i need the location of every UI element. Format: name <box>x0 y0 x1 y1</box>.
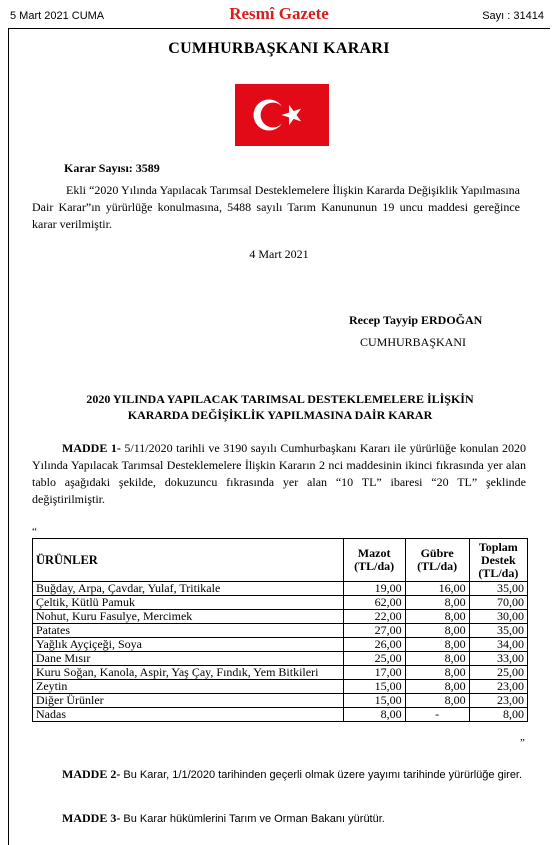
diesel-value: 17,00 <box>343 666 405 680</box>
article-2 <box>32 766 526 784</box>
header-date: 5 Mart 2021 CUMA <box>10 10 105 22</box>
article-1-label: MADDE 1- <box>62 441 121 455</box>
product-name: Kuru Soğan, Kanola, Aspir, Yaş Çay, Fındık, Yem Bitkileri <box>33 666 344 680</box>
column-header-diesel: Mazot (TL/da) <box>343 539 405 582</box>
gazette-title: Resmî Gazete <box>229 4 329 23</box>
article-2-label: MADDE 2- <box>62 767 121 781</box>
attached-decree-title: 2020 YILINDA YAPILACAK TARIMSAL DESTEKLEMELERE İLİŞKİN KARARDA DEĞİŞİKLİK YAPILMASINA DAİR KARAR <box>86 392 474 422</box>
quote-close-mark: ” <box>520 737 525 749</box>
product-name: Çeltik, Kütlü Pamuk <box>33 596 344 610</box>
table-row <box>33 652 528 666</box>
intro-paragraph: Ekli “2020 Yılında Yapılacak Tarımsal Desteklemelere İlişkin Kararda Değişiklik Yapılmasına Dair Karar”ın yürürlüğe konulmasına, 5488 sayılı Tarım Kanununun 19 uncu maddesi gereğince karar verilmiştir. <box>32 183 520 231</box>
table-row <box>33 624 528 638</box>
diesel-value: 27,00 <box>343 624 405 638</box>
fertilizer-value: 8,00 <box>405 610 469 624</box>
total-value: 30,00 <box>469 610 527 624</box>
article-3-text: Bu Karar hükümlerini Tarım ve Orman Bakanı yürütür. <box>120 813 385 825</box>
fertilizer-value: 8,00 <box>405 652 469 666</box>
table-row <box>33 638 528 652</box>
product-name: Zeytin <box>33 680 344 694</box>
issue-number: Sayı : 31414 <box>482 10 544 22</box>
signer-name: Recep Tayyip ERDOĞAN <box>349 313 483 327</box>
product-name: Diğer Ürünler <box>33 694 344 708</box>
diesel-value: 62,00 <box>343 596 405 610</box>
total-value: 70,00 <box>469 596 527 610</box>
total-value: 8,00 <box>469 708 527 722</box>
total-value: 34,00 <box>469 638 527 652</box>
fertilizer-value: 8,00 <box>405 666 469 680</box>
total-value: 35,00 <box>469 582 527 596</box>
diesel-value: 15,00 <box>343 694 405 708</box>
fertilizer-value: 16,00 <box>405 582 469 596</box>
total-value: 23,00 <box>469 680 527 694</box>
diesel-value: 26,00 <box>343 638 405 652</box>
table-header-row <box>33 539 528 582</box>
diesel-value: 19,00 <box>343 582 405 596</box>
header-divider <box>8 28 550 29</box>
column-header-total: Toplam Destek (TL/da) <box>469 539 527 582</box>
fertilizer-value: 8,00 <box>405 694 469 708</box>
support-table <box>32 538 528 722</box>
table-row <box>33 680 528 694</box>
table-row <box>33 582 528 596</box>
product-name: Nohut, Kuru Fasulye, Mercimek <box>33 610 344 624</box>
article-2-text: Bu Karar, 1/1/2020 tarihinden geçerli olmak üzere yayımı tarihinde yürürlüğe girer. <box>120 769 523 781</box>
table-row <box>33 610 528 624</box>
decision-number: Karar Sayısı: 3589 <box>64 161 160 175</box>
left-margin-line <box>8 28 9 845</box>
product-name: Yağlık Ayçiçeği, Soya <box>33 638 344 652</box>
table-row <box>33 596 528 610</box>
article-1 <box>32 440 526 508</box>
product-name: Nadas <box>33 708 344 722</box>
diesel-value: 22,00 <box>343 610 405 624</box>
page-header <box>0 0 558 30</box>
diesel-value: 8,00 <box>343 708 405 722</box>
column-header-fertilizer: Gübre (TL/da) <box>405 539 469 582</box>
product-name: Patates <box>33 624 344 638</box>
table-row <box>33 694 528 708</box>
turkish-flag-icon <box>235 84 329 146</box>
total-value: 23,00 <box>469 694 527 708</box>
total-value: 25,00 <box>469 666 527 680</box>
table-row <box>33 666 528 680</box>
fertilizer-value: 8,00 <box>405 624 469 638</box>
product-name: Buğday, Arpa, Çavdar, Yulaf, Tritikale <box>33 582 344 596</box>
total-value: 35,00 <box>469 624 527 638</box>
decision-date: 4 Mart 2021 <box>249 247 309 261</box>
fertilizer-value: 8,00 <box>405 638 469 652</box>
total-value: 33,00 <box>469 652 527 666</box>
product-name: Dane Mısır <box>33 652 344 666</box>
diesel-value: 25,00 <box>343 652 405 666</box>
fertilizer-value: 8,00 <box>405 680 469 694</box>
column-header-products: ÜRÜNLER <box>33 539 344 582</box>
fertilizer-value: - <box>405 708 469 722</box>
signer-title: CUMHURBAŞKANI <box>360 335 467 349</box>
article-1-text: 5/11/2020 tarihli ve 3190 sayılı Cumhurbaşkanı Kararı ile yürürlüğe konulan 2020 Yılında Yapılacak Tarımsal Desteklemelere İlişkin Kararın 2 nci maddesinin ikinci fıkrasında yer alan tablo aşağıdaki şekilde, dokuzuncu fıkrasında yer alan “10 TL” ibaresi “20 TL” şeklinde değiştirilmiştir. <box>32 441 526 506</box>
article-3 <box>62 810 385 828</box>
table-row <box>33 708 528 722</box>
quote-open-mark: “ <box>32 526 37 538</box>
decree-title: CUMHURBAŞKANI KARARI <box>168 40 390 57</box>
table-body <box>33 582 528 722</box>
article-3-label: MADDE 3- <box>62 811 121 825</box>
diesel-value: 15,00 <box>343 680 405 694</box>
fertilizer-value: 8,00 <box>405 596 469 610</box>
